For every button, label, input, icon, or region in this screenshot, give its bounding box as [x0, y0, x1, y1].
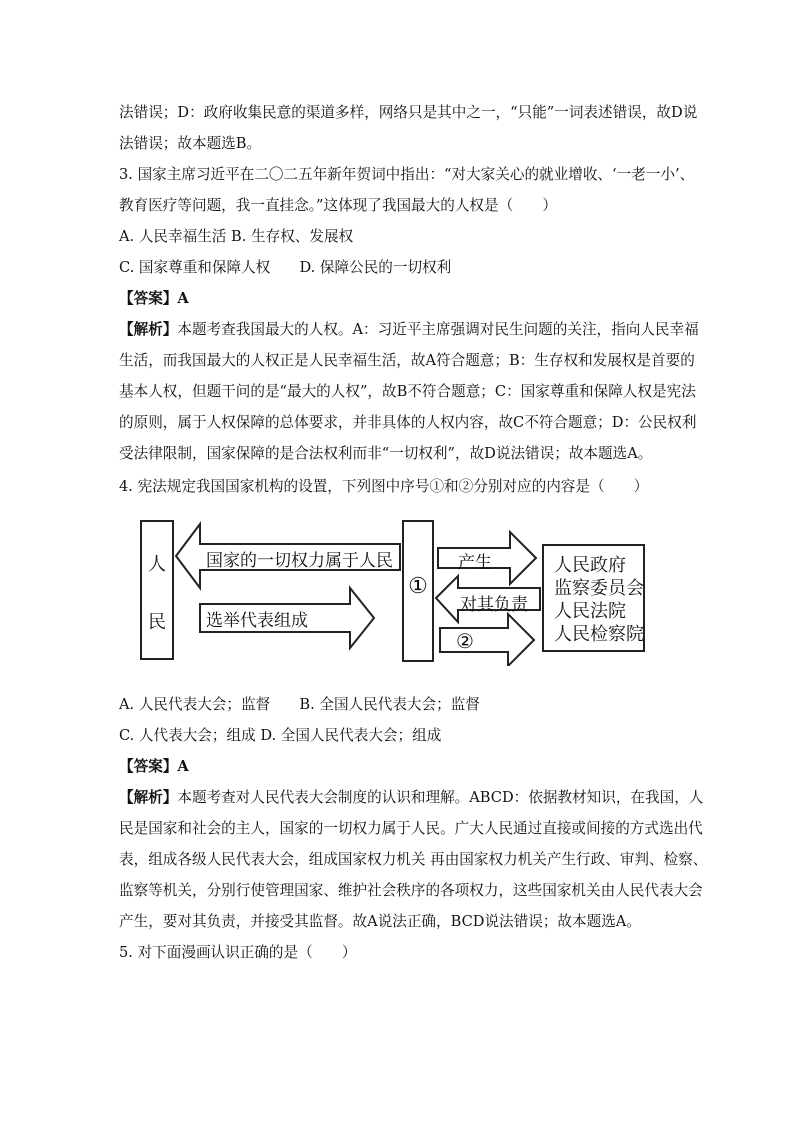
analysis-line: 受法律限制，国家保障的是合法权利而非“一切权利”，故D说法错误；故本题选A。: [119, 445, 653, 462]
option-line: C. 国家尊重和保障人权 D. 保障公民的一切权利: [119, 259, 452, 276]
state-organs-box: [542, 544, 645, 652]
state-organ-diagram: [140, 520, 646, 666]
arrow-responsible-label: 对其负责: [460, 595, 528, 615]
blank-1-box: [402, 520, 434, 662]
question-5-stem: 5. 对下面漫画认识正确的是（ ）: [119, 944, 357, 961]
blank-1-label: ①: [408, 574, 428, 599]
answer-label: 【答案】A: [119, 290, 189, 307]
people-char: 民: [148, 612, 166, 633]
organ-item: 人民政府: [554, 555, 626, 576]
blank-2-label: ②: [456, 629, 474, 653]
analysis-label: 【解析】: [119, 789, 178, 806]
text-line: 教育医疗等问题，我一直挂念。”这体现了我国最大的人权是（ ）: [119, 197, 557, 214]
question-4-stem: 4. 宪法规定我国国家机构的设置，下列图中序号①和②分别对应的内容是（ ）: [119, 478, 649, 495]
analysis-label: 【解析】: [119, 321, 178, 338]
analysis-line: 产生，要对其负责，并接受其监督。故A说法正确，BCD说法错误；故本题选A。: [119, 913, 641, 930]
arrow-second: [440, 614, 534, 666]
analysis-line: 基本人权，但题干问的是“最大的人权”，故B不符合题意；C：国家尊重和保障人权是宪法: [119, 383, 696, 400]
arrow-elect-label: 选举代表组成: [206, 611, 308, 631]
answer-label: 【答案】A: [119, 758, 189, 775]
analysis-line: 表，组成各级人民代表大会，组成国家权力机关 再由国家权力机关产生行政、审判、检察、: [119, 851, 708, 868]
analysis-line: 【解析】本题考查对人民代表大会制度的认识和理解。ABCD：依据教材知识，在我国，人: [119, 789, 704, 806]
organ-item: 人民检察院: [554, 624, 644, 645]
analysis-line: 生活，而我国最大的人权正是人民幸福生活，故A符合题意；B：生存权和发展权是首要的: [119, 352, 695, 369]
question-3-stem: 3. 国家主席习近平在二〇二五年新年贺词中指出：“对大家关心的就业增收、‘一老一小’、: [119, 166, 695, 183]
text-line: 法错误；故本题选B。: [119, 135, 262, 152]
people-box: [140, 520, 174, 660]
option-line: A. 人民代表大会；监督 B. 全国人民代表大会；监督: [119, 696, 480, 713]
arrow-produce-label: 产生: [458, 553, 492, 573]
analysis-line: 监察等机关，分别行使管理国家、维护社会秩序的各项权力，这些国家机关由人民代表大会: [119, 882, 703, 899]
analysis-line: 【解析】本题考查我国最大的人权。A：习近平主席强调对民生问题的关注，指向人民幸福: [119, 321, 699, 338]
analysis-line: 民是国家和社会的主人，国家的一切权力属于人民。广大人民通过直接或间接的方式选出代: [119, 820, 703, 837]
text-line: 法错误；D：政府收集民意的渠道多样，网络只是其中之一，“只能”一词表述错误，故D说: [119, 104, 698, 121]
organ-item: 监察委员会: [554, 578, 644, 599]
arrow-power-label: 国家的一切权力属于人民: [206, 551, 393, 571]
option-line: C. 人代表大会；组成 D. 全国人民代表大会；组成: [119, 727, 442, 744]
analysis-line: 的原则，属于人权保障的总体要求，并非具体的人权内容，故C不符合题意；D：公民权利: [119, 414, 697, 431]
organ-item: 人民法院: [554, 601, 626, 622]
people-char: 人: [148, 554, 166, 575]
option-line: A. 人民幸福生活 B. 生存权、发展权: [119, 228, 354, 245]
